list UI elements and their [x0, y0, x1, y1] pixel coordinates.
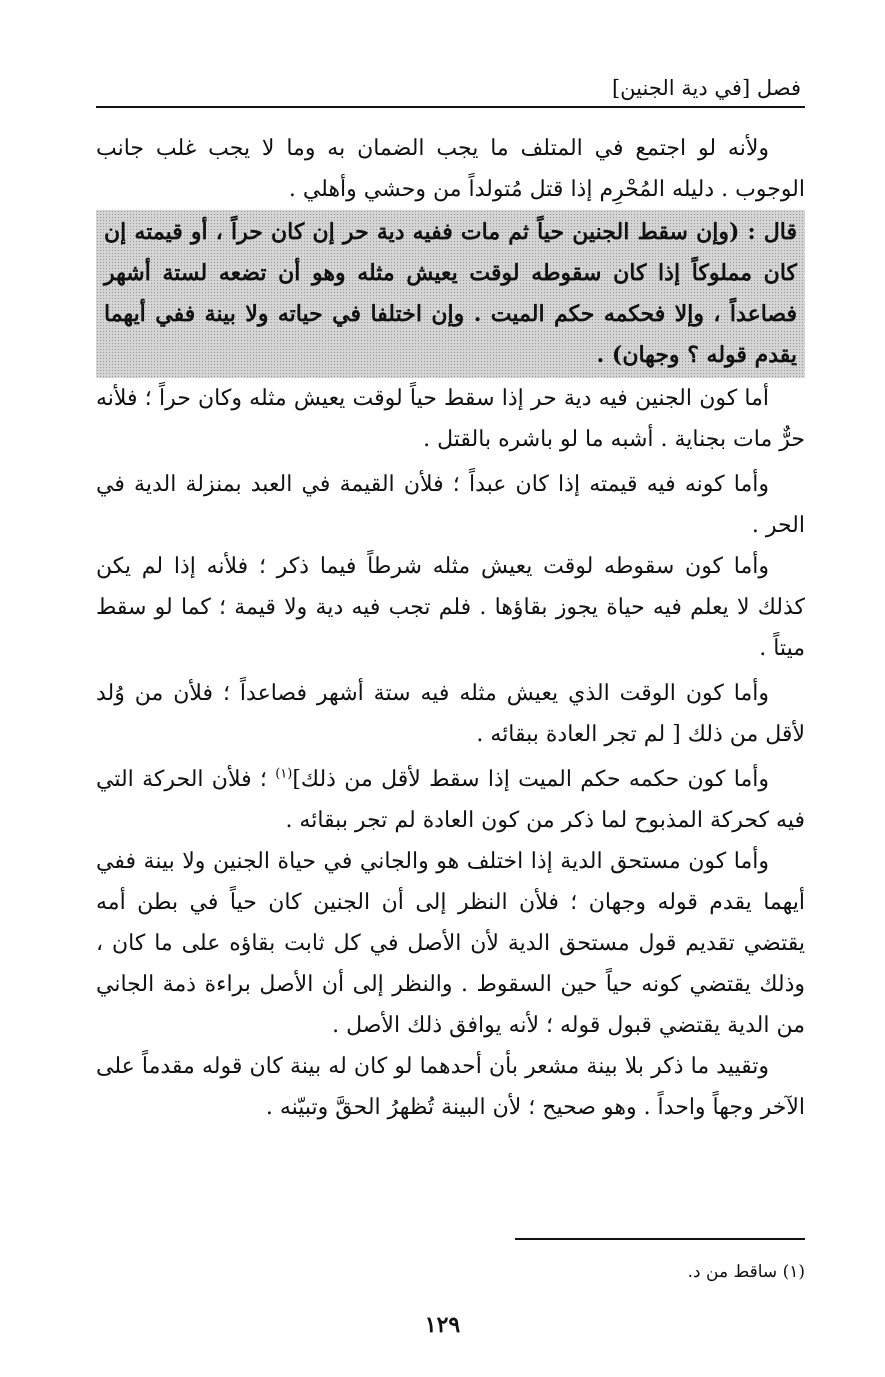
paragraph-1: ولأنه لو اجتمع في المتلف ما يجب الضمان به وما لا يجب غلب جانب الوجوب . دليله المُحْرِم إذا قتل مُتولداً من وحشي وأهلي .: [96, 136, 805, 202]
paragraph-2: أما كون الجنين فيه دية حر إذا سقط حياً لوقت يعيش مثله وكان حراً ؛ فلأنه حرٌّ مات بجناية . أشبه ما لو باشره بالقتل .: [96, 386, 805, 452]
paragraph-4: وأما كون سقوطه لوقت يعيش مثله شرطاً فيما ذكر ؛ فلأنه إذا لم يكن كذلك لا يعلم فيه حياة يجوز بقاؤها . فلم تجب فيه دية ولا قيمة ؛ كما لو سقط ميتاً .: [96, 554, 805, 661]
footnote-divider: [515, 1238, 805, 1240]
running-header: [96, 66, 805, 108]
paragraph-5: وأما كون الوقت الذي يعيش مثله فيه ستة أشهر فصاعداً ؛ فلأن من وُلد لأقل من ذلك [ لم تجر العادة ببقائه .: [96, 681, 805, 747]
footnote: (١) ساقط من د.: [687, 1262, 805, 1282]
body-text: [96, 128, 805, 1128]
paragraph-6: [96, 759, 805, 841]
header-title: فصل [في دية الجنين]: [611, 76, 801, 100]
paragraph-6-end: ؛ فلأن الحركة التي فيه كحركة المذبوح لما ذكر من كون العادة لم تجر ببقائه .: [96, 767, 805, 833]
paragraph-8: وتقييد ما ذكر بلا بينة مشعر بأن أحدهما لو كان له بينة كان قوله مقدماً على الآخر وجهاً واحداً . وهو صحيح ؛ لأن البينة تُظهرُ الحقَّ وتبيّنه .: [96, 1054, 805, 1120]
page-number: ١٢٩: [424, 1312, 461, 1338]
paragraph-7: وأما كون مستحق الدية إذا اختلف هو والجاني في حياة الجنين ولا بينة ففي أيهما يقدم قوله وجهان ؛ فلأن النظر إلى أن الجنين كان حياً في بطن أمه يقتضي تقديم قول مستحق الدية لأن الأصل في كل ثابت بقاؤه على ما كان ، وذلك يقتضي كونه حياً حين السقوط . والنظر إلى أن الأصل براءة ذمة الجاني من الدية يقتضي قبول قوله ؛ لأنه يوافق ذلك الأصل .: [96, 849, 805, 1038]
footnote-marker: (١): [275, 766, 293, 782]
paragraph-3: وأما كونه فيه قيمته إذا كان عبداً ؛ فلأن القيمة في العبد بمنزلة الدية في الحر .: [96, 472, 805, 538]
quoted-text-block: قال : (وإن سقط الجنين حياً ثم مات ففيه دية حر إن كان حراً ، أو قيمته إن كان مملوكاً إذا كان سقوطه لوقت يعيش مثله وهو أن تضعه لستة أشهر فصاعداً ، وإلا فحكمه حكم الميت . وإن اختلفا في حياته ولا بينة ففي أيهما يقدم قوله ؟ وجهان) .: [96, 210, 805, 378]
paragraph-6-start: وأما كون حكمه حكم الميت إذا سقط لأقل من ذلك]: [292, 767, 769, 792]
